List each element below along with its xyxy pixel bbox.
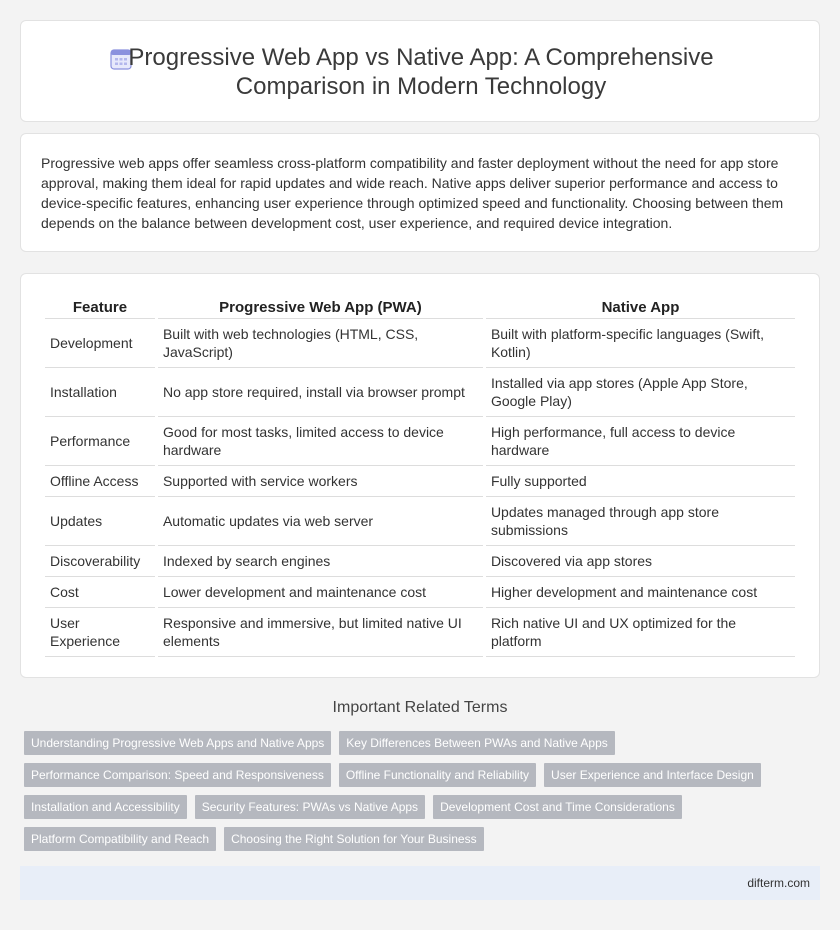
table-row (45, 417, 795, 466)
comparison-card (20, 273, 820, 678)
pwa-cell: Built with web technologies (HTML, CSS, JavaScript) (158, 319, 483, 368)
header-card (20, 20, 820, 122)
related-tag[interactable]: User Experience and Interface Design (544, 763, 761, 787)
feature-cell: Discoverability (45, 546, 155, 577)
intro-card (20, 133, 820, 252)
related-tags (24, 731, 824, 859)
native-cell: Discovered via app stores (486, 546, 795, 577)
footer-site-link[interactable]: difterm.com (747, 876, 810, 890)
feature-cell: Installation (45, 368, 155, 417)
pwa-cell: Responsive and immersive, but limited native UI elements (158, 608, 483, 657)
intro-paragraph: Progressive web apps offer seamless cross-platform compatibility and faster deployment without the need for app store approval, making them ideal for rapid updates and wide reach. Native apps deliver superior performance and access to device-specific features, enhancing user experience through optimized speed and functionality. Choosing between them depends on the balance between development cost, user experience, and required device integration. (41, 155, 784, 231)
footer (20, 866, 820, 900)
table-row (45, 319, 795, 368)
feature-cell: Offline Access (45, 466, 155, 497)
header-pwa: Progressive Web App (PWA) (158, 295, 483, 319)
feature-cell: Updates (45, 497, 155, 546)
page-title: Progressive Web App vs Native App: A Comprehensive Comparison in Modern Technology (128, 44, 714, 100)
pwa-cell: No app store required, install via browser prompt (158, 368, 483, 417)
feature-cell: Performance (45, 417, 155, 466)
native-cell: Fully supported (486, 466, 795, 497)
table-row (45, 497, 795, 546)
feature-cell: User Experience (45, 608, 155, 657)
related-tag[interactable]: Understanding Progressive Web Apps and Native Apps (24, 731, 331, 755)
pwa-cell: Good for most tasks, limited access to device hardware (158, 417, 483, 466)
related-tag[interactable]: Key Differences Between PWAs and Native Apps (339, 731, 614, 755)
table-row (45, 546, 795, 577)
native-cell: Higher development and maintenance cost (486, 577, 795, 608)
related-tag[interactable]: Performance Comparison: Speed and Responsiveness (24, 763, 331, 787)
feature-cell: Development (45, 319, 155, 368)
related-tag[interactable]: Choosing the Right Solution for Your Business (224, 827, 484, 851)
native-cell: Built with platform-specific languages (Swift, Kotlin) (486, 319, 795, 368)
header-feature: Feature (45, 295, 155, 319)
related-tag[interactable]: Development Cost and Time Considerations (433, 795, 682, 819)
table-header-row (45, 295, 795, 319)
table-row (45, 577, 795, 608)
related-tag[interactable]: Installation and Accessibility (24, 795, 187, 819)
native-cell: Rich native UI and UX optimized for the platform (486, 608, 795, 657)
native-cell: High performance, full access to device hardware (486, 417, 795, 466)
table-row (45, 608, 795, 657)
table-row (45, 368, 795, 417)
pwa-cell: Supported with service workers (158, 466, 483, 497)
table-row (45, 466, 795, 497)
related-tag[interactable]: Platform Compatibility and Reach (24, 827, 216, 851)
related-tag[interactable]: Offline Functionality and Reliability (339, 763, 536, 787)
native-cell: Installed via app stores (Apple App Store, Google Play) (486, 368, 795, 417)
pwa-cell: Lower development and maintenance cost (158, 577, 483, 608)
comparison-table (42, 295, 798, 657)
pwa-cell: Automatic updates via web server (158, 497, 483, 546)
related-tag[interactable]: Security Features: PWAs vs Native Apps (195, 795, 425, 819)
header-native: Native App (486, 295, 795, 319)
related-terms-heading: Important Related Terms (332, 699, 508, 716)
feature-cell: Cost (45, 577, 155, 608)
native-cell: Updates managed through app store submissions (486, 497, 795, 546)
pwa-cell: Indexed by search engines (158, 546, 483, 577)
